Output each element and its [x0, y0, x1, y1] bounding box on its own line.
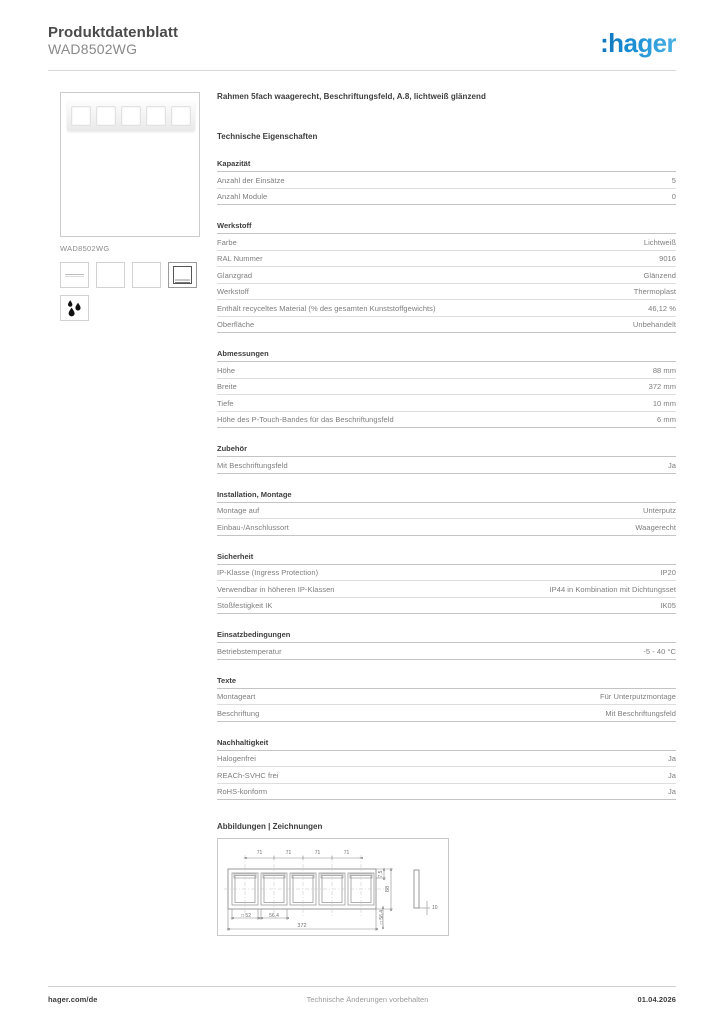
spec-row	[217, 751, 676, 768]
thumbnail-list	[60, 262, 200, 288]
footer-website[interactable]: hager.com/de	[48, 995, 98, 1004]
spec-row	[217, 519, 676, 536]
spec-value: Für Unterputzmontage	[599, 692, 676, 701]
page-subtitle-article-number: WAD8502WG	[48, 41, 138, 57]
dim-cutout-square: □ 52	[241, 913, 251, 919]
spec-row	[217, 412, 676, 429]
spec-section-heading: Kapazität	[217, 159, 676, 172]
spec-row	[217, 189, 676, 206]
spec-row	[217, 284, 676, 301]
dim-total-width: 372	[297, 923, 307, 929]
spec-label: Montageart	[217, 692, 256, 701]
spec-label: Werkstoff	[217, 287, 249, 296]
spec-label: Anzahl Module	[217, 192, 268, 201]
specification-column	[217, 92, 676, 936]
spec-value: Ja	[667, 770, 676, 780]
spec-section	[217, 444, 676, 474]
page-title: Produktdatenblatt	[48, 24, 179, 41]
spec-value: 0	[671, 192, 676, 201]
spec-value: IK05	[660, 601, 676, 610]
spec-value: Thermoplast	[633, 287, 676, 296]
dim-pitch-2: 71	[285, 850, 292, 856]
frame-cell	[96, 106, 116, 126]
product-description: Rahmen 5fach waagerecht, Beschriftungsfeld, A.8, lichtweiß glänzend	[217, 92, 486, 101]
spec-row	[217, 395, 676, 412]
dim-pitch-4: 71	[343, 850, 350, 856]
spec-value: Ja	[667, 787, 676, 796]
spec-row	[217, 379, 676, 396]
spec-label: Beschriftung	[217, 708, 260, 718]
spec-value: IP20	[660, 568, 676, 577]
specification-sections	[217, 159, 676, 800]
dim-side-square: □ 56,4	[379, 909, 385, 925]
spec-value: IP44 in Kombination mit Dichtungsset	[549, 584, 676, 594]
spec-value: Waagerecht	[635, 522, 676, 532]
dim-depth: 10	[432, 905, 438, 911]
drawing-icon	[173, 266, 192, 284]
footer-date: 01.04.2026	[637, 995, 676, 1004]
thumbnail-blank-2[interactable]	[132, 262, 161, 288]
dim-label-field-height: 7,5	[378, 870, 384, 878]
hager-logo: :hager	[600, 28, 676, 58]
spec-row	[217, 689, 676, 706]
spec-label: Anzahl der Einsätze	[217, 175, 285, 185]
spec-label: Farbe	[217, 237, 237, 247]
spec-row	[217, 457, 676, 474]
spec-label: Stoßfestigkeit IK	[217, 601, 273, 610]
spec-row	[217, 705, 676, 722]
spec-row	[217, 251, 676, 268]
spec-label: Tiefe	[217, 398, 234, 408]
spec-label: Einbau-/Anschlussort	[217, 522, 289, 532]
frame-cell	[71, 106, 91, 126]
spec-section	[217, 490, 676, 536]
spec-row	[217, 362, 676, 379]
spec-row	[217, 503, 676, 520]
page-footer	[48, 995, 676, 1004]
spec-value: Unbehandelt	[632, 320, 676, 329]
spec-value: 6 mm	[657, 415, 676, 424]
footer-divider	[48, 986, 676, 987]
icon-box-water-drops[interactable]	[60, 295, 89, 321]
spec-value: 10 mm	[652, 398, 676, 408]
spec-label: Oberfläche	[217, 320, 255, 329]
spec-section	[217, 738, 676, 801]
spec-label: RAL Nummer	[217, 254, 263, 263]
product-frame-photo	[67, 101, 195, 131]
spec-value: Mit Beschriftungsfeld	[605, 708, 676, 718]
frame-cell	[146, 106, 166, 126]
spec-row	[217, 565, 676, 582]
product-image-caption: WAD8502WG	[60, 244, 110, 253]
spec-label: REACh-SVHC frei	[217, 770, 279, 780]
spec-section-heading: Sicherheit	[217, 552, 676, 565]
dim-pitch-3: 71	[314, 850, 321, 856]
page-header	[48, 24, 676, 58]
spec-section	[217, 552, 676, 615]
frame-line-icon	[65, 274, 84, 278]
spec-section	[217, 159, 676, 205]
spec-value: Unterputz	[643, 506, 676, 515]
spec-label: IP-Klasse (Ingress Protection)	[217, 568, 319, 577]
spec-label: Verwendbar in höheren IP-Klassen	[217, 584, 335, 594]
spec-row	[217, 767, 676, 784]
spec-row	[217, 317, 676, 334]
spec-value: 9016	[659, 254, 676, 263]
spec-label: RoHS-konform	[217, 787, 268, 796]
spec-row	[217, 643, 676, 660]
spec-row	[217, 267, 676, 284]
dim-pitch-1: 71	[256, 850, 263, 856]
frame-cell	[121, 106, 141, 126]
drawings-title: Abbildungen | Zeichnungen	[217, 822, 323, 831]
technical-properties-title: Technische Eigenschaften	[217, 132, 318, 141]
spec-row	[217, 234, 676, 251]
thumbnail-drawing[interactable]	[168, 262, 197, 288]
spec-section-heading: Texte	[217, 676, 676, 689]
spec-section-heading: Abmessungen	[217, 349, 676, 362]
header-divider	[48, 70, 676, 71]
spec-label: Glanzgrad	[217, 270, 253, 280]
spec-section-heading: Werkstoff	[217, 221, 676, 234]
spec-value: -5 - 40 °C	[643, 646, 676, 656]
spec-value: 88 mm	[652, 365, 676, 375]
spec-value: Ja	[667, 754, 676, 763]
spec-label: Höhe	[217, 365, 236, 375]
spec-section-heading: Einsatzbedingungen	[217, 630, 676, 643]
thumbnail-frame-front[interactable]	[60, 262, 89, 288]
spec-value: 46,12 %	[648, 303, 676, 313]
spec-section-heading: Nachhaltigkeit	[217, 738, 676, 751]
spec-label: Höhe des P-Touch-Bandes für das Beschriftungsfeld	[217, 415, 394, 424]
spec-row	[217, 581, 676, 598]
product-image[interactable]	[60, 92, 200, 237]
spec-value: Lichtweiß	[643, 237, 676, 247]
technical-drawing	[217, 838, 449, 936]
spec-label: Halogenfrei	[217, 754, 256, 763]
thumbnail-blank-1[interactable]	[96, 262, 125, 288]
spec-section-heading: Zubehör	[217, 444, 676, 457]
dim-total-height: 88	[385, 885, 391, 893]
spec-section-heading: Installation, Montage	[217, 490, 676, 503]
spec-value: Glänzend	[643, 270, 676, 280]
spec-section	[217, 676, 676, 722]
spec-label: Breite	[217, 382, 237, 391]
property-icon-list	[60, 295, 200, 321]
spec-section	[217, 349, 676, 428]
footer-disclaimer: Technische Änderungen vorbehalten	[306, 995, 429, 1004]
spec-label: Mit Beschriftungsfeld	[217, 460, 288, 470]
product-media-column	[60, 92, 200, 321]
spec-row	[217, 598, 676, 615]
spec-value: 5	[671, 175, 676, 185]
dim-cutout-outer: 56,4	[269, 913, 279, 919]
frame-cell	[171, 106, 191, 126]
spec-row	[217, 300, 676, 317]
spec-label: Betriebstemperatur	[217, 646, 282, 656]
spec-section	[217, 630, 676, 660]
spec-row	[217, 784, 676, 801]
technical-drawing-svg	[218, 839, 450, 937]
spec-label: Enthält recyceltes Material (% des gesamten Kunststoffgewichts)	[217, 303, 436, 313]
spec-section	[217, 221, 676, 333]
spec-value: 372 mm	[648, 382, 676, 391]
water-drops-icon	[65, 299, 85, 317]
spec-value: Ja	[667, 460, 676, 470]
spec-row	[217, 172, 676, 189]
spec-label: Montage auf	[217, 506, 260, 515]
